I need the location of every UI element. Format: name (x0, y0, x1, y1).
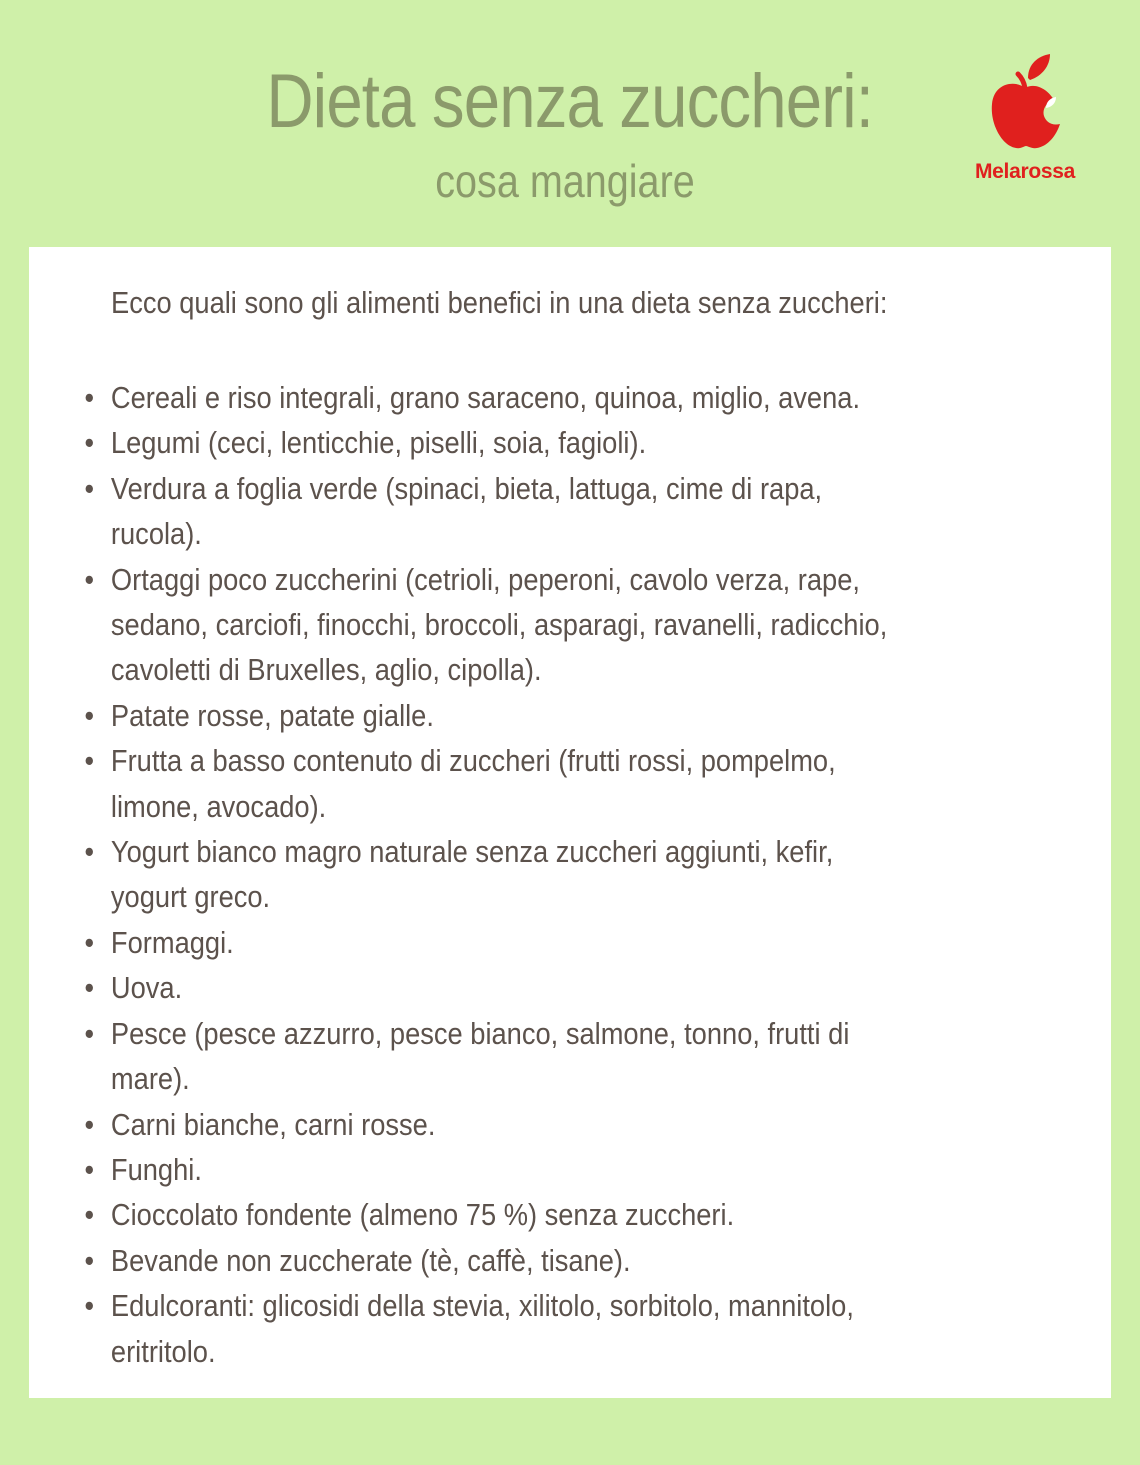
bullet-icon: • (84, 924, 95, 960)
bullet-icon: • (84, 1197, 95, 1233)
list-item-text: yogurt greco. (110, 879, 271, 915)
bullet-icon: • (84, 1106, 95, 1142)
list-item-text: Legumi (ceci, lenticchie, piselli, soia, fagioli). (110, 425, 647, 461)
list-item-text: Formaggi. (110, 924, 234, 960)
list-item-text: Bevande non zuccherate (tè, caffè, tisane). (110, 1242, 631, 1278)
list-item-text: rucola). (110, 516, 202, 552)
list-item-text: cavoletti di Bruxelles, aglio, cipolla). (110, 652, 542, 688)
food-list (81, 375, 1005, 1374)
list-item (81, 466, 1005, 557)
list-item (81, 420, 1005, 465)
list-item (81, 1147, 1005, 1192)
list-item-text: Edulcoranti: glicosidi della stevia, xilitolo, sorbitolo, mannitolo, (110, 1288, 854, 1324)
list-item (81, 1102, 1005, 1147)
list-item-text: Verdura a foglia verde (spinaci, bieta, lattuga, cime di rapa, (110, 470, 823, 506)
list-item (81, 965, 1005, 1010)
list-item (81, 920, 1005, 965)
list-item-text: Cioccolato fondente (almeno 75 %) senza zuccheri. (110, 1197, 735, 1233)
list-item (81, 1238, 1005, 1283)
list-item-text: Funghi. (110, 1151, 202, 1187)
list-item (81, 375, 1005, 420)
bullet-icon: • (84, 1242, 95, 1278)
bullet-icon: • (84, 561, 95, 597)
list-item (81, 1011, 1005, 1102)
bullet-icon: • (84, 380, 95, 415)
list-item (81, 1192, 1005, 1237)
bullet-icon: • (84, 425, 95, 461)
list-item (81, 693, 1005, 738)
list-item-text: Uova. (110, 970, 183, 1006)
list-item (81, 557, 1005, 693)
list-item-text: mare). (110, 1061, 190, 1097)
list-item-text: sedano, carciofi, finocchi, broccoli, asparagi, ravanelli, radicchio, (110, 607, 888, 643)
bullet-icon: • (84, 470, 95, 506)
brand-name: Melarossa (974, 160, 1076, 183)
content-card (29, 247, 1111, 1398)
list-item (81, 829, 1005, 920)
bullet-icon: • (84, 743, 95, 779)
list-item-text: Yogurt bianco magro naturale senza zuccheri aggiunti, kefir, (110, 834, 834, 870)
intro-text: Ecco quali sono gli alimenti benefici in una dieta senza zuccheri: (111, 285, 888, 320)
bullet-icon: • (84, 1151, 95, 1187)
brand-logo (960, 52, 1090, 192)
list-item-text: Ortaggi poco zuccherini (cetrioli, peperoni, cavolo verza, rape, (110, 561, 860, 597)
list-item-text: limone, avocado). (110, 788, 327, 824)
apple-icon (988, 52, 1064, 152)
bullet-icon: • (84, 970, 95, 1006)
list-item-text: Carni bianche, carni rosse. (110, 1106, 436, 1142)
list-item-text: Frutta a basso contenuto di zuccheri (frutti rossi, pompelmo, (110, 743, 836, 779)
list-item (81, 738, 1005, 829)
bullet-icon: • (84, 1288, 95, 1324)
list-item-text: Patate rosse, patate gialle. (110, 697, 434, 733)
page-title: Dieta senza zuccheri: (266, 59, 874, 144)
list-item-text: Cereali e riso integrali, grano saraceno, quinoa, miglio, avena. (110, 380, 861, 415)
list-item-text: eritritolo. (110, 1333, 216, 1369)
bullet-icon: • (84, 697, 95, 733)
bullet-icon: • (84, 834, 95, 870)
page-subtitle: cosa mangiare (435, 155, 695, 207)
bullet-icon: • (84, 1015, 95, 1051)
list-item-text: Pesce (pesce azzurro, pesce bianco, salmone, tonno, frutti di (110, 1015, 850, 1051)
list-item (81, 1283, 1005, 1374)
